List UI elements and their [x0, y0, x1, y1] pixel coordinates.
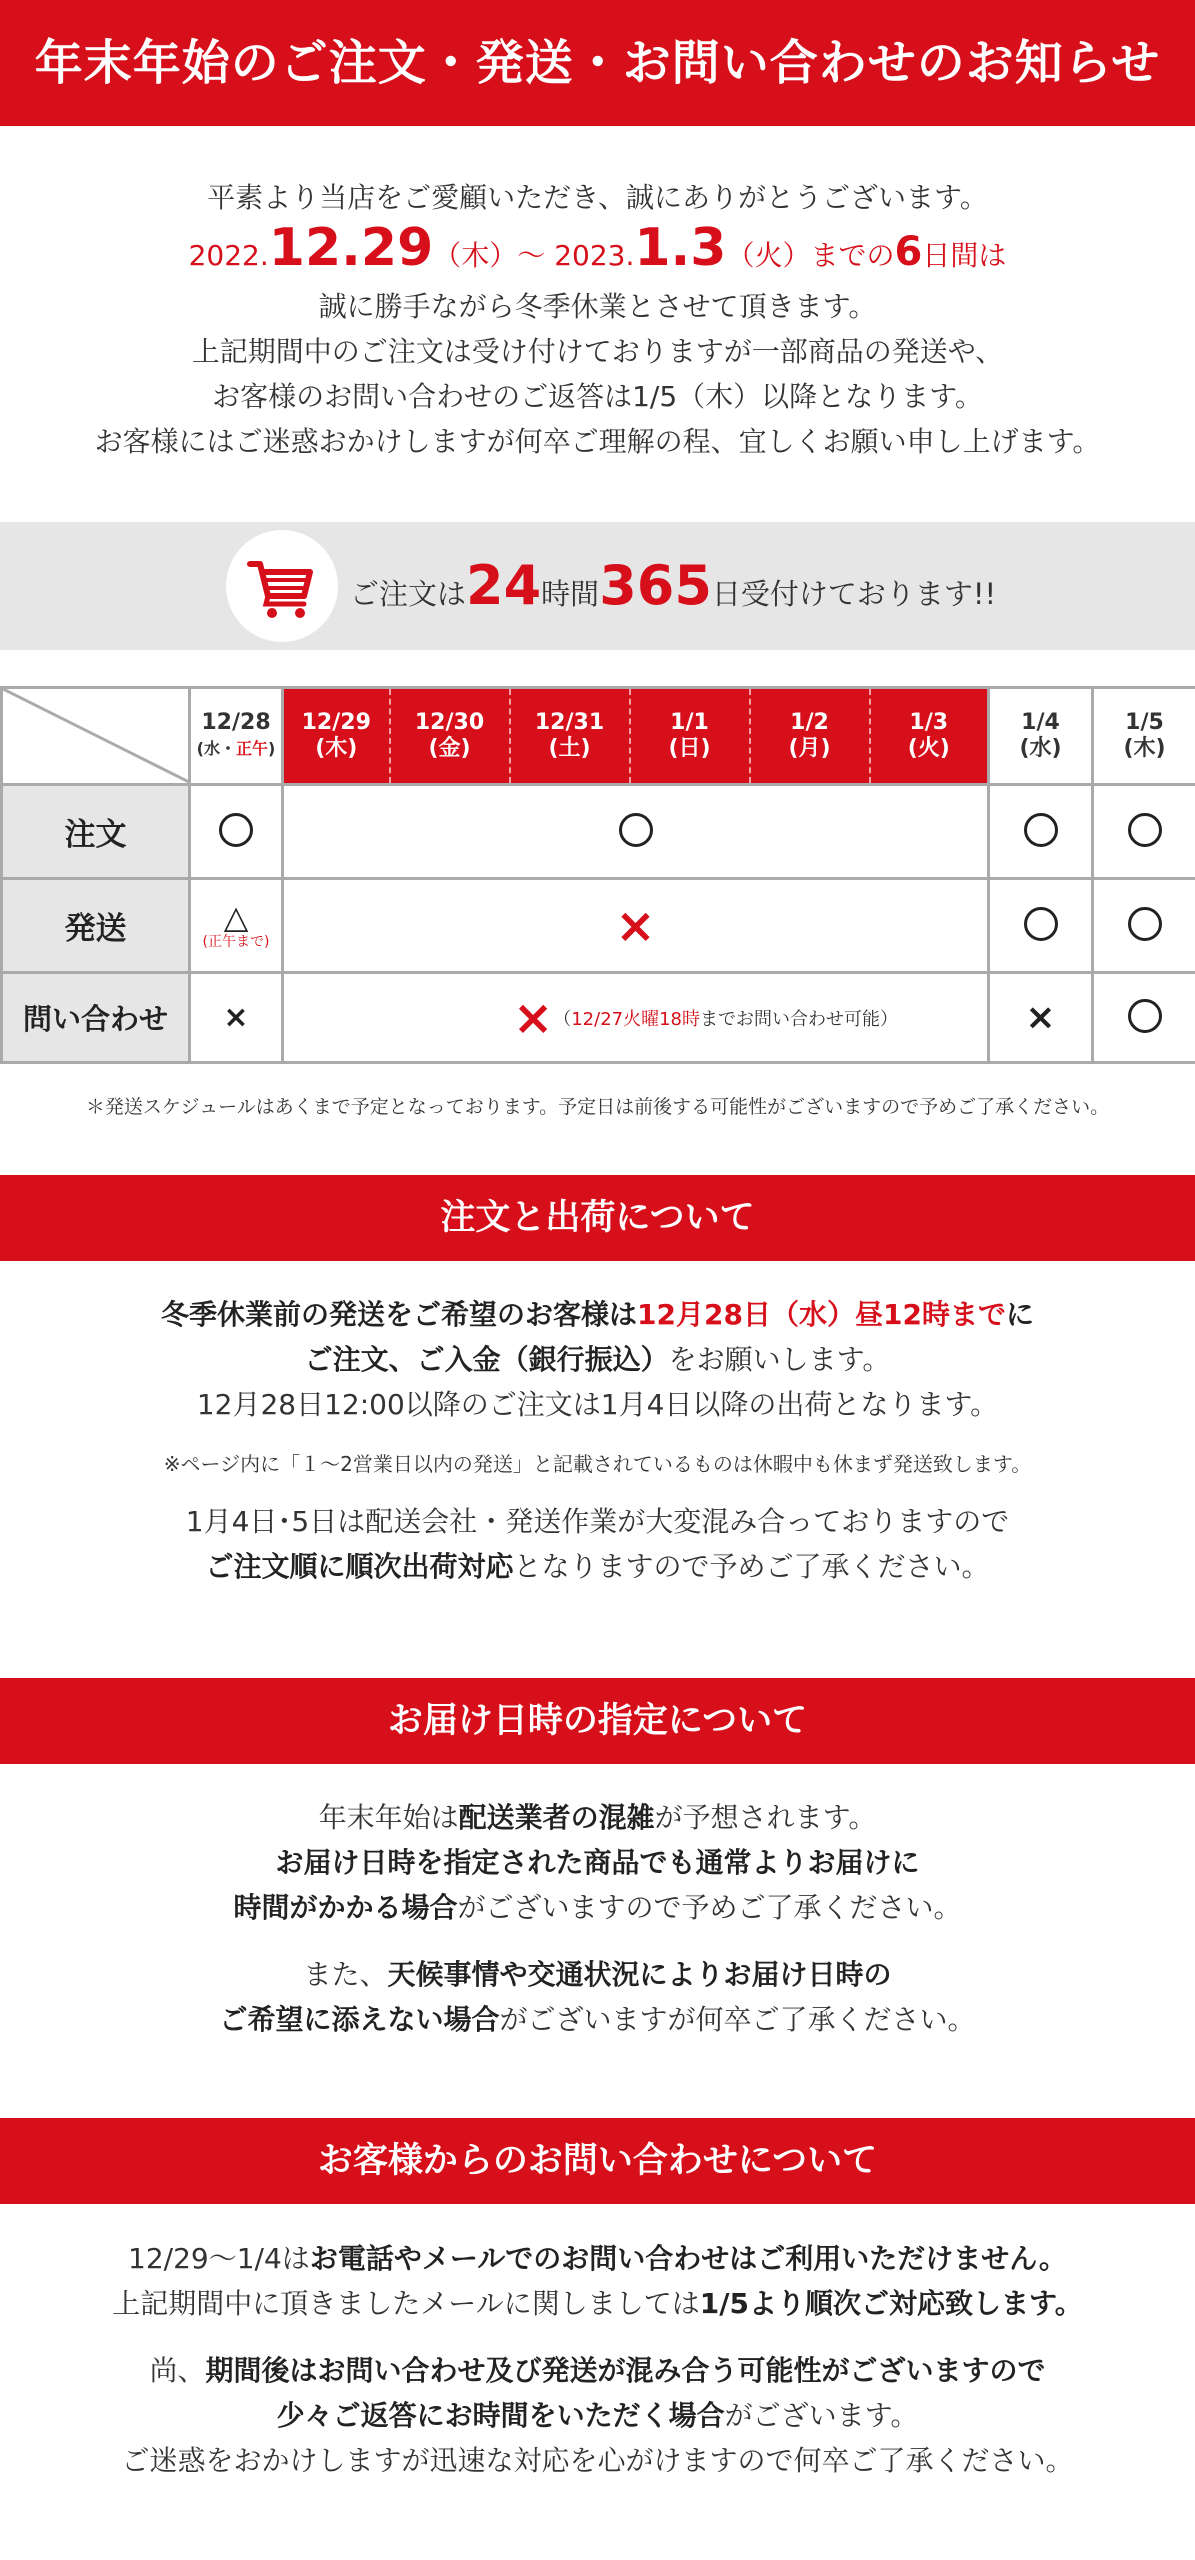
schedule-note: ＊発送スケジュールはあくまで予定となっております。予定日は前後する可能性がございますので予めご了承ください。 [85, 1096, 1110, 1118]
intro-line-reply: お客様のお問い合わせのご返答は1/5（木）以降となります。 [212, 380, 983, 413]
date-header-0105: 1/5 (木) [1093, 688, 1195, 785]
cross-mark: × [223, 1000, 249, 1035]
cross-mark: × [615, 897, 656, 954]
row-header-ship: 発送 [2, 879, 190, 973]
date-header-0104: 1/4 (水) [989, 688, 1093, 785]
s1-small-note: ※ページ内に「１～2営業日以内の発送」と記載されているものは休暇中も休まず発送致します。 [163, 1452, 1032, 1476]
s2-line-5: ご希望に添えない場合がございますが何卒ご了承ください。 [219, 2003, 976, 2036]
date-header-1231: 12/31 (土) [510, 688, 630, 785]
s3-line-4: 少々ご返答にお時間をいただく場合がございます。 [276, 2399, 919, 2432]
holiday-schedule-table [0, 686, 1195, 1064]
s2-line-4: また、天候事情や交通状況によりお届け日時の [303, 1958, 892, 1991]
date-header-1228: 12/28 (水・正午) [190, 688, 283, 785]
circle-mark [1024, 907, 1058, 941]
inquiry-1228 [190, 973, 283, 1063]
intro-line-greeting: 平素より当店をご愛顧いただき、誠にありがとうございます。 [207, 181, 988, 214]
ship-0105 [1093, 879, 1195, 973]
cart-icon-circle [226, 530, 338, 642]
circle-mark [1128, 907, 1162, 941]
inquiries-section [0, 2236, 1195, 2483]
date-header-1230: 12/30 (金) [390, 688, 510, 785]
inquiry-0104 [989, 973, 1093, 1063]
ship-holiday [283, 879, 989, 973]
inquiry-0105 [1093, 973, 1195, 1063]
circle-mark [1128, 999, 1162, 1033]
s2-line-1: 年末年始は配送業者の混雑が予想されます。 [318, 1801, 877, 1834]
s1-line-5: ご注文順に順次出荷対応となりますので予めご了承ください。 [205, 1550, 990, 1583]
ship-1228 [190, 879, 283, 973]
section-title-order-shipping: 注文と出荷について [0, 1175, 1195, 1261]
circle-mark [619, 813, 653, 847]
intro-section [0, 175, 1195, 464]
circle-mark [219, 813, 253, 847]
ship-0104 [989, 879, 1093, 973]
date-header-0103: 1/3 (火) [870, 688, 989, 785]
ship-noon-note: (正午まで) [202, 933, 270, 950]
s1-line-3: 12月28日12:00以降のご注文は1月4日以降の出荷となります。 [196, 1388, 999, 1421]
always-open-text: ご注文は24時間365日受付けております!! [350, 554, 997, 617]
order-shipping-section [0, 1292, 1195, 1589]
inquiry-deadline-note: （12/27火曜18時までお問い合わせ可能） [553, 1008, 898, 1030]
s1-line-4: 1月4日･5日は配送会社・発送作業が大変混み合っておりますので [185, 1505, 1010, 1538]
cart-icon [246, 550, 318, 622]
section-title-delivery-date: お届け日時の指定について [0, 1678, 1195, 1764]
order-0104 [989, 785, 1093, 879]
intro-line-orders: 上記期間中のご注文は受け付けておりますが一部商品の発送や、 [191, 335, 1004, 368]
order-1228 [190, 785, 283, 879]
s1-line-2: ご注文、ご入金（銀行振込）をお願いします。 [304, 1343, 891, 1376]
order-holiday [283, 785, 989, 879]
date-header-0102: 1/2 (月) [750, 688, 870, 785]
diagonal-line [3, 689, 191, 783]
order-0105 [1093, 785, 1195, 879]
s3-line-5: ご迷惑をおかけしますが迅速な対応を心がけますので何卒ご了承ください。 [121, 2444, 1074, 2477]
date-header-0101: 1/1 (日) [630, 688, 750, 785]
s1-line-1: 冬季休業前の発送をご希望のお客様は12月28日（水）昼12時までに [161, 1298, 1034, 1331]
intro-line-holiday: 誠に勝手ながら冬季休業とさせて頂きます。 [318, 290, 877, 323]
triangle-mark: △ [223, 897, 249, 936]
corner-cell [2, 688, 190, 785]
s3-line-2: 上記期間中に頂きましたメールに関しましては1/5より順次ご対応致します。 [112, 2287, 1083, 2320]
cross-mark: × [513, 989, 554, 1046]
intro-closed-period: 2022.12.29（木）～ 2023.1.3（火）までの6日間は [188, 218, 1007, 278]
delivery-date-section [0, 1795, 1195, 2042]
circle-mark [1024, 813, 1058, 847]
s3-line-3: 尚、期間後はお問い合わせ及び発送が混み合う可能性がございますので [149, 2354, 1046, 2387]
s2-line-3: 時間がかかる場合がございますので予めご了承ください。 [233, 1891, 962, 1924]
row-header-order: 注文 [2, 785, 190, 879]
s3-line-1: 12/29～1/4はお電話やメールでのお問い合わせはご利用いただけません。 [128, 2242, 1067, 2275]
inquiry-holiday [283, 973, 989, 1063]
page-title: 年末年始のご注文・発送・お問い合わせのお知らせ [0, 0, 1195, 126]
date-header-1229: 12/29 (木) [283, 688, 390, 785]
section-title-inquiries: お客様からのお問い合わせについて [0, 2118, 1195, 2204]
circle-mark [1128, 813, 1162, 847]
cross-mark: × [1025, 997, 1056, 1038]
s2-line-2: お届け日時を指定された商品でも通常よりお届けに [275, 1846, 920, 1879]
intro-line-apology: お客様にはご迷惑おかけしますが何卒ご理解の程、宜しくお願い申し上げます。 [94, 425, 1101, 458]
row-header-inquiry: 問い合わせ [2, 973, 190, 1063]
